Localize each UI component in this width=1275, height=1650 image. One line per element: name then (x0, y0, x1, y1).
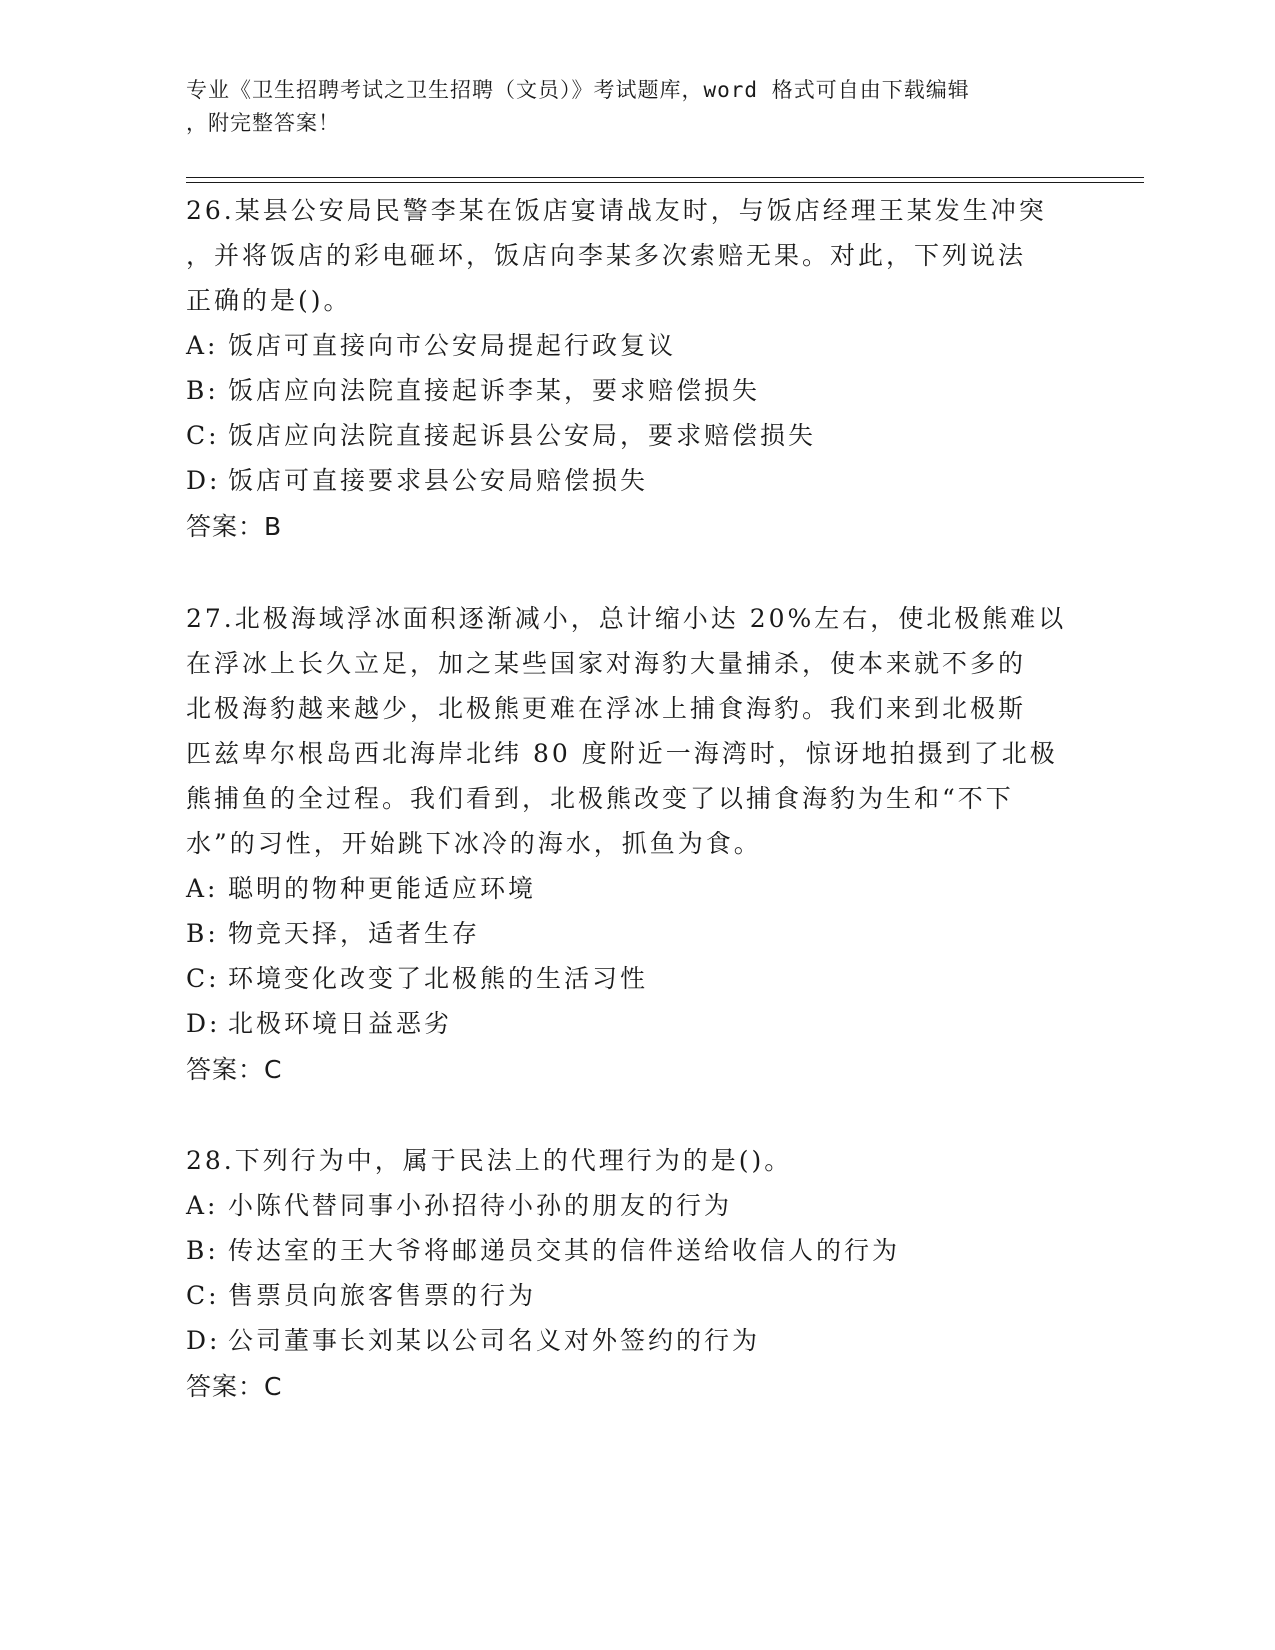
option-key: C: (186, 964, 220, 993)
answer-label: 答案：C (186, 1055, 283, 1084)
option-d (186, 1001, 1086, 1046)
header-rule-bottom (186, 182, 1144, 183)
question-27 (186, 596, 1086, 1092)
option-c (186, 1273, 1086, 1318)
question-26 (186, 188, 1086, 549)
option-key: C: (186, 1281, 220, 1310)
option-text: 饭店可直接要求县公安局赔偿损失 (228, 466, 649, 495)
question-text-line: ，并将饭店的彩电砸坏，饭店向李某多次索赔无果。对此，下列说法 (186, 241, 1027, 270)
option-key: B: (186, 919, 219, 948)
option-a (186, 866, 1086, 911)
option-key: D: (186, 466, 221, 495)
question-text-line: 熊捕鱼的全过程。我们看到，北极熊改变了以捕食海豹为生和“不下 (186, 784, 1014, 813)
option-c (186, 413, 1086, 458)
option-key: D: (186, 1326, 221, 1355)
option-a (186, 1183, 1086, 1228)
answer-label: 答案：B (186, 512, 283, 541)
option-key: D: (186, 1009, 221, 1038)
question-text-line: 28.下列行为中，属于民法上的代理行为的是()。 (186, 1146, 793, 1175)
question-28 (186, 1138, 1086, 1409)
question-text-line: 水”的习性，开始跳下冰冷的海水，抓鱼为食。 (186, 829, 762, 858)
option-key: C: (186, 421, 220, 450)
option-text: 北极环境日益恶劣 (228, 1009, 453, 1038)
option-key: A: (186, 331, 219, 360)
option-b (186, 911, 1086, 956)
option-key: A: (186, 874, 219, 903)
option-key: B: (186, 376, 219, 405)
header-line: 专业《卫生招聘考试之卫生招聘（文员）》考试题库，word 格式可自由下载编辑 (186, 78, 970, 102)
option-d (186, 1318, 1086, 1363)
option-b (186, 368, 1086, 413)
option-c (186, 956, 1086, 1001)
header-rule-top (186, 177, 1144, 178)
option-text: 环境变化改变了北极熊的生活习性 (228, 964, 649, 993)
question-text-line: 北极海豹越来越少，北极熊更难在浮冰上捕食海豹。我们来到北极斯 (186, 694, 1027, 723)
question-text-line: 26.某县公安局民警李某在饭店宴请战友时，与饭店经理王某发生冲突 (186, 196, 1047, 225)
header-line: ，附完整答案！ (186, 111, 340, 135)
option-d (186, 458, 1086, 503)
option-text: 饭店可直接向市公安局提起行政复议 (228, 331, 677, 360)
question-text-line: 正确的是()。 (186, 286, 352, 315)
question-text-line: 在浮冰上长久立足，加之某些国家对海豹大量捕杀，使本来就不多的 (186, 649, 1027, 678)
option-text: 饭店应向法院直接起诉李某，要求赔偿损失 (228, 376, 761, 405)
option-text: 饭店应向法院直接起诉县公安局，要求赔偿损失 (228, 421, 817, 450)
question-text-line: 匹兹卑尔根岛西北海岸北纬 80 度附近一海湾时，惊讶地拍摄到了北极 (186, 739, 1058, 768)
option-key: B: (186, 1236, 219, 1265)
answer-label: 答案：C (186, 1372, 283, 1401)
option-text: 售票员向旅客售票的行为 (228, 1281, 537, 1310)
option-text: 小陈代替同事小孙招待小孙的朋友的行为 (228, 1191, 733, 1220)
option-a (186, 323, 1086, 368)
option-text: 聪明的物种更能适应环境 (228, 874, 537, 903)
option-text: 公司董事长刘某以公司名义对外签约的行为 (228, 1326, 761, 1355)
option-b (186, 1228, 1086, 1273)
question-text-line: 27.北极海域浮冰面积逐渐减小，总计缩小达 20%左右，使北极熊难以 (186, 604, 1067, 633)
option-key: A: (186, 1191, 219, 1220)
option-text: 物竞天择，适者生存 (228, 919, 481, 948)
document-header (186, 74, 1086, 140)
option-text: 传达室的王大爷将邮递员交其的信件送给收信人的行为 (228, 1236, 901, 1265)
